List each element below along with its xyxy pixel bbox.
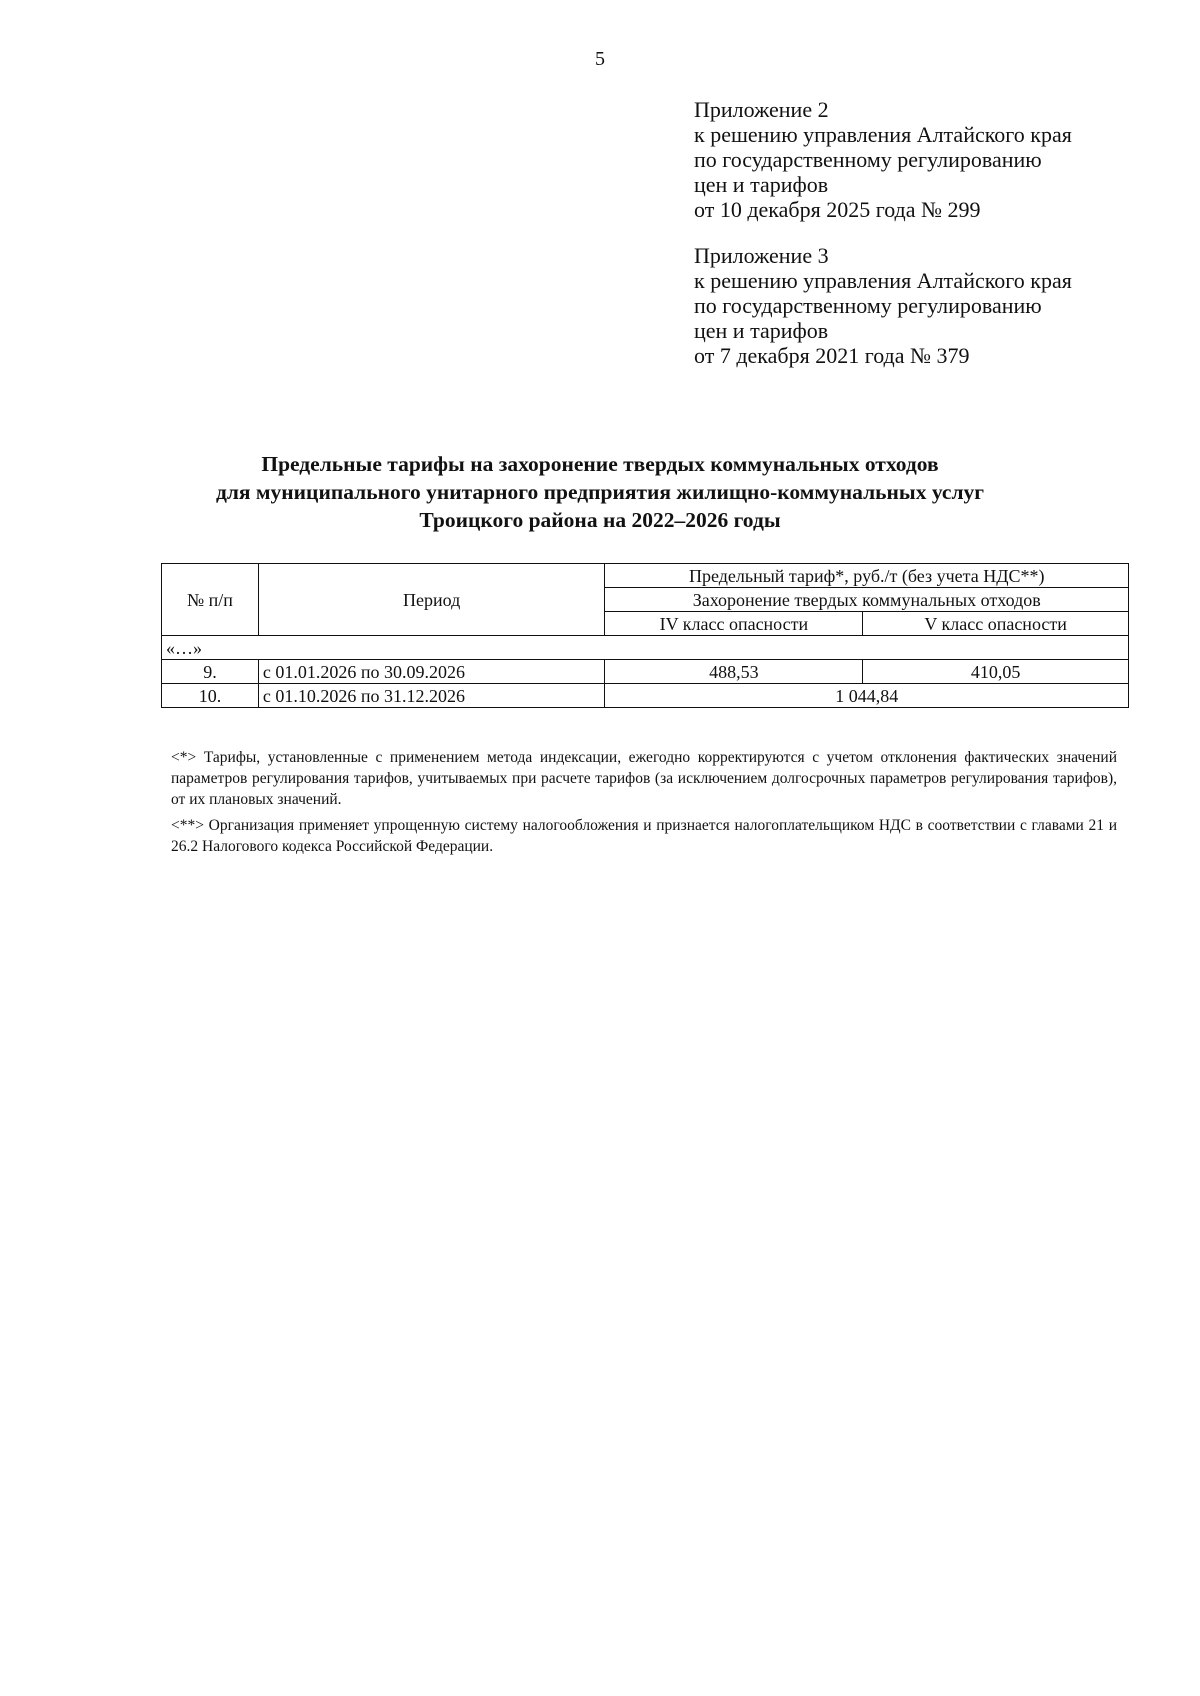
table-row bbox=[162, 660, 1129, 684]
appendix-3-line: к решению управления Алтайского края bbox=[694, 268, 1072, 293]
header-period: Период bbox=[258, 564, 605, 636]
appendix-3-line: цен и тарифов bbox=[694, 318, 829, 343]
title-line: Троицкого района на 2022–2026 годы bbox=[419, 508, 781, 532]
header-tariff: Предельный тариф*, руб./т (без учета НДС**) bbox=[605, 564, 1129, 588]
appendix-3-line: Приложение 3 bbox=[694, 243, 829, 268]
table-row bbox=[162, 684, 1129, 708]
header-class-iv: IV класс опасности bbox=[605, 612, 863, 636]
header-class-v: V класс опасности bbox=[863, 612, 1129, 636]
row-combined-value: 1 044,84 bbox=[605, 684, 1129, 708]
tariff-table bbox=[161, 563, 1129, 708]
page-number: 5 bbox=[595, 48, 605, 70]
header-service: Захоронение твердых коммунальных отходов bbox=[605, 588, 1129, 612]
row-class-iv-value: 488,53 bbox=[605, 660, 863, 684]
row-number: 9. bbox=[162, 660, 259, 684]
appendix-2-line: Приложение 2 bbox=[694, 97, 829, 122]
header-number: № п/п bbox=[162, 564, 259, 636]
footnotes bbox=[171, 747, 1117, 862]
ellipsis-cell: «…» bbox=[162, 636, 1129, 660]
appendix-3-line: по государственному регулированию bbox=[694, 293, 1042, 318]
appendix-2-line: от 10 декабря 2025 года № 299 bbox=[694, 197, 981, 222]
row-class-v-value: 410,05 bbox=[863, 660, 1129, 684]
appendix-2-line: к решению управления Алтайского края bbox=[694, 122, 1072, 147]
row-period: с 01.10.2026 по 31.12.2026 bbox=[258, 684, 605, 708]
row-number: 10. bbox=[162, 684, 259, 708]
row-period: с 01.01.2026 по 30.09.2026 bbox=[258, 660, 605, 684]
appendix-2-line: цен и тарифов bbox=[694, 172, 829, 197]
document-title bbox=[0, 450, 1200, 534]
table-row-ellipsis bbox=[162, 636, 1129, 660]
appendix-3-header bbox=[694, 243, 1072, 368]
title-line: для муниципального унитарного предприятия жилищно-коммунальных услуг bbox=[215, 480, 985, 504]
footnote-2: <**> Организация применяет упрощенную систему налогообложения и признается налогоплательщиком НДС в соответствии с главами 21 и 26.2 Налогового кодекса Российской Федерации. bbox=[171, 817, 1117, 855]
appendix-3-line: от 7 декабря 2021 года № 379 bbox=[694, 343, 970, 368]
title-line: Предельные тарифы на захоронение твердых коммунальных отходов bbox=[261, 452, 939, 476]
appendix-2-line: по государственному регулированию bbox=[694, 147, 1042, 172]
footnote-1: <*> Тарифы, установленные с применением метода индексации, ежегодно корректируются с учетом отклонения фактических значений параметров регулирования тарифов, учитываемых при расчете тарифов (за исключением долгосрочных параметров регулирования тарифов), от их плановых значений. bbox=[171, 749, 1117, 808]
appendix-2-header bbox=[694, 97, 1072, 222]
